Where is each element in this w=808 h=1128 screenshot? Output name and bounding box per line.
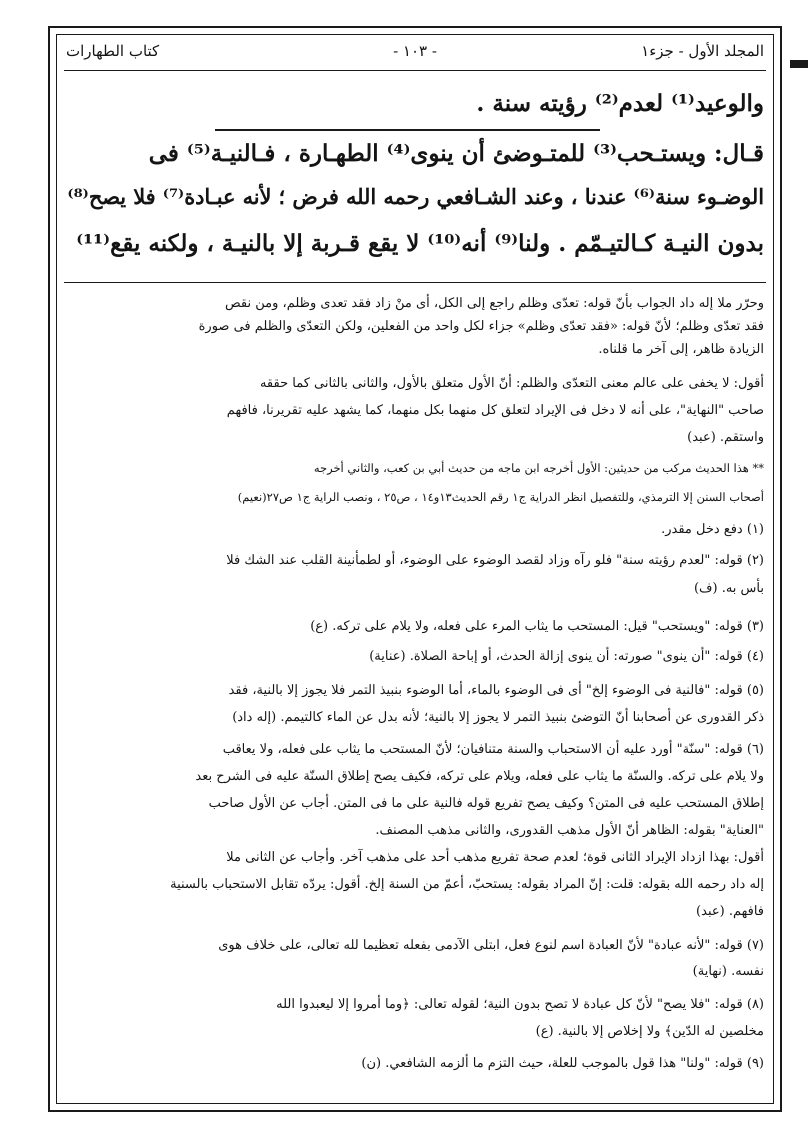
hadith-note-line: أصحاب السنن إلا الترمذي، وللتفصيل انظر الدراية ج١ رقم الحديث١٣و١٤ ، ص٢٥ ، ونصب الراية ج١ ص٢٧(نعيم) <box>237 490 764 504</box>
footnote-line: (٣) قوله: "ويستحب" قيل: المستحب ما يثاب المرء على فعله، ولا يلام على تركه. (ع) <box>310 619 764 634</box>
commentary-line: أقول: لا يخفى على عالم معنى التعدّى والظلم: أنّ الأول متعلق بالأول، والثانى بالثانى كما حققه <box>259 376 764 391</box>
footnote-line: بأس به. (ف) <box>693 581 764 596</box>
commentary-line: الزيادة ظاهر، إلى آخر ما قلناه. <box>598 342 764 357</box>
page-number: - ١٠٣ - <box>393 42 437 60</box>
footnote-line: (٩) قوله: "ولنا" هذا قول بالموجب للعلة، حيث التزم ما ألزمه الشافعي. (ن) <box>361 1056 764 1071</box>
footnote-line: (٧) قوله: "لأنه عبادة" لأنّ العبادة اسم لنوع فعل، ابتلى الآدمى بفعله تعظيما لله تعالى، على خلاف هوى <box>218 938 764 953</box>
footnote-line: مخلصين له الدّين﴾ ولا إخلاص إلا بالنية. (ع) <box>535 1024 764 1039</box>
footnote-line: (٤) قوله: "أن ينوى" صورته: أن ينوى إزالة الحدث، أو إباحة الصلاة. (عناية) <box>369 649 764 664</box>
main-text-line: والوعيد⁽¹⁾ لعدم⁽²⁾ رؤيته سنة . <box>476 90 764 117</box>
footnote-line: ذكر القدورى عن أصحابنا أنّ التوضئ بنبيذ التمر لا يجوز إلا بالنية؛ لأنه بدل عن الماء كالتيمم. (إله داد) <box>232 710 764 725</box>
footnote-line: (٦) قوله: "سنّة" أورد عليه أن الاستحباب والسنة متنافيان؛ لأنّ المستحب ما يثاب على فعله، ولا يعاقب <box>222 742 764 757</box>
footnote-line: "العناية" بقوله: الظاهر أنّ الأول مذهب القدورى، والثانى مذهب المصنف. <box>375 823 764 838</box>
footnote-line: (١) دفع دخل مقدر. <box>661 522 764 537</box>
volume-label: المجلد الأول - جزء١ <box>641 42 764 60</box>
footnote-line: ولا يلام على تركه. والسنّة ما يثاب على فعله، ويلام على تركه، فكيف يصح إطلاق السنّة عليه فى الشرح بعد <box>195 769 764 784</box>
footnote-line: أقول: بهذا ازداد الإيراد الثانى قوة؛ لعدم صحة تفريع مذهب أحد على مذهب آخر. وأجاب عن الثانى ملا <box>226 850 764 865</box>
footnote-line: إطلاق المستحب عليه فى المتن؟ وكيف يصح تفريع قوله فالنية على ما فى المتن. أجاب عن الأول صاحب <box>208 796 764 811</box>
footnote-line: (٥) قوله: "فالنية فى الوضوء إلخ" أى فى الوضوء بالماء، أما الوضوء بنبيذ التمر فلا يجوز إلا بالنية، فقد <box>228 683 764 698</box>
header-rule <box>64 70 766 71</box>
footnote-line: نفسه. (نهاية) <box>692 964 764 979</box>
footnote-line: (٨) قوله: "فلا يصح" لأنّ كل عبادة لا تصح بدون النية؛ لقوله تعالى: ﴿وما أمروا إلا ليعبدوا الله <box>276 997 764 1012</box>
quoted-text-overline <box>215 129 600 131</box>
commentary-line: وحرّر ملا إله داد الجواب بأنّ قوله: تعدّى وظلم راجع إلى الكل، أى منْ زاد فقد تعدى وظلم، ومن نقص <box>224 296 764 311</box>
book-title: كتاب الطهارات <box>66 42 160 60</box>
page-header <box>64 38 766 68</box>
footnote-line: إله داد رحمه الله بقوله: قلت: إنّ المراد بقوله: يستحبّ، أعمّ من السنة إلخ. أقول: يردّه تقابل الاستحباب بالسنية <box>170 877 764 892</box>
hadith-note-line: ** هذا الحديث مركب من حديثين: الأول أخرجه ابن ماجه من حديث أبي بن كعب، والثاني أخرجه <box>313 461 764 475</box>
commentary-line: صاحب "النهاية"، على أنه لا دخل فى الإيراد لتعلق كل منهما بكل منهما، كما يشهد عليه تقريرنا، فافهم <box>226 403 764 418</box>
footnote-line: فافهم. (عبد) <box>696 904 764 919</box>
main-text-line: بدون النيـة كـالتيـمّم . ولنا⁽⁹⁾ أنه⁽¹⁰⁾ لا يقع قـربة إلا بالنيـة ، ولكنه يقع⁽¹¹⁾ <box>76 230 764 257</box>
commentary-separator <box>64 282 766 283</box>
main-text-line: الوضـوء سنة⁽⁶⁾ عندنا ، وعند الشـافعي رحمه الله فرض ؛ لأنه عبـادة⁽⁷⁾ فلا يصح⁽⁸⁾ <box>67 185 764 209</box>
main-text-line: قـال: ويستـحب⁽³⁾ للمتـوضئ أن ينوى⁽⁴⁾ الطهـارة ، فـالنيـة⁽⁵⁾ فى <box>148 140 764 167</box>
commentary-line: واستقم. (عبد) <box>687 430 764 445</box>
scan-edge-mark <box>790 60 808 68</box>
commentary-line: فقد تعدّى وظلم؛ لأنّ قوله: «فقد تعدّى وظلم» جزاء لكل واحد من الفعلين، ولكن التعدّى والظلم فى صورة <box>198 319 764 334</box>
footnote-line: (٢) قوله: "لعدم رؤيته سنة" فلو رآه وزاد لقصد الوضوء على الوضوء، أو لطمأنينة القلب عند الشك فلا <box>226 553 764 568</box>
